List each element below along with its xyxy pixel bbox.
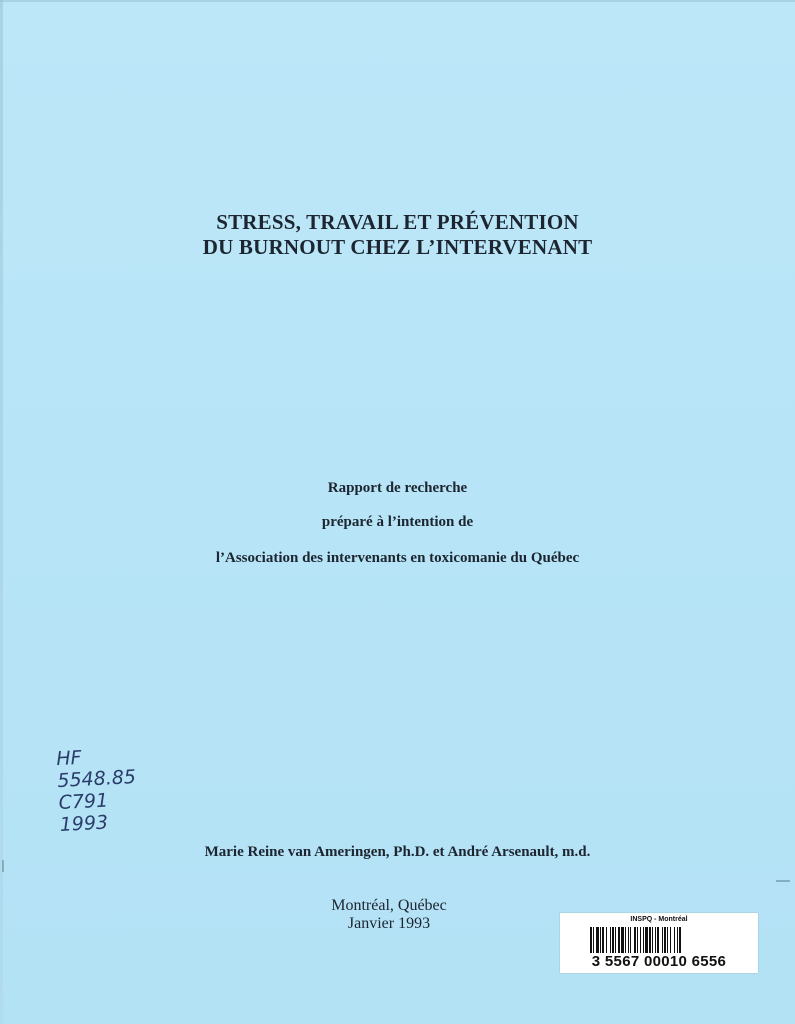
barcode-bar bbox=[596, 927, 599, 953]
barcode-bar bbox=[645, 927, 648, 953]
barcode-bar bbox=[628, 927, 629, 953]
authors: Marie Reine van Ameringen, Ph.D. et André Arsenault, m.d. bbox=[204, 844, 591, 860]
barcode-bar bbox=[612, 927, 614, 953]
barcode-bar bbox=[618, 927, 620, 953]
scan-mark bbox=[2, 860, 4, 872]
call-number-line-1: HF bbox=[55, 746, 83, 771]
barcode-bar bbox=[662, 927, 663, 953]
title-line-1: STRESS, TRAVAIL ET PRÉVENTION bbox=[216, 210, 579, 234]
call-number-line-2: 5548.85 bbox=[56, 765, 137, 793]
call-number-line-3: C791 bbox=[58, 789, 109, 815]
barcode-bar bbox=[590, 927, 592, 953]
barcode-bar bbox=[615, 927, 616, 953]
report-intention: préparé à l’intention de bbox=[321, 514, 474, 530]
barcode-bar bbox=[610, 927, 611, 953]
barcode-bar bbox=[600, 927, 601, 953]
barcode-bar bbox=[640, 927, 641, 953]
report-organization: l’Association des intervenants en toxicomanie du Québec bbox=[215, 550, 580, 566]
publication-info bbox=[289, 897, 489, 933]
title-line-2: DU BURNOUT CHEZ L’INTERVENANT bbox=[202, 235, 593, 259]
barcode-bar bbox=[667, 927, 668, 953]
scan-mark bbox=[776, 880, 790, 882]
barcode-bar bbox=[602, 927, 604, 953]
publication-place: Montréal, Québec bbox=[331, 897, 447, 914]
publication-date: Janvier 1993 bbox=[347, 915, 431, 932]
barcode-bar bbox=[670, 927, 671, 953]
report-type: Rapport de recherche bbox=[327, 480, 468, 496]
barcode-bar bbox=[664, 927, 666, 953]
barcode-sticker bbox=[560, 913, 758, 973]
barcode-bar bbox=[677, 927, 678, 953]
call-number-line-4: 1993 bbox=[59, 811, 109, 836]
barcode-library-label: INSPQ - Montréal bbox=[630, 916, 688, 923]
barcode-bar bbox=[655, 927, 656, 953]
barcode-bar bbox=[593, 927, 594, 953]
barcode-bar bbox=[630, 927, 631, 953]
barcode-bar bbox=[606, 927, 607, 953]
barcode-bar bbox=[679, 927, 681, 953]
barcode-bar bbox=[634, 927, 636, 953]
barcode-bar bbox=[625, 927, 626, 953]
barcode-icon bbox=[590, 927, 730, 953]
barcode-bar bbox=[637, 927, 638, 953]
document-title bbox=[0, 210, 795, 260]
barcode-bar bbox=[652, 927, 653, 953]
barcode-bar bbox=[649, 927, 651, 953]
barcode-number: 3 5567 00010 6556 bbox=[591, 953, 727, 970]
barcode-bar bbox=[643, 927, 644, 953]
barcode-bar bbox=[657, 927, 659, 953]
page-edge-top bbox=[0, 0, 795, 2]
handwritten-call-number bbox=[56, 744, 139, 836]
barcode-bar bbox=[674, 927, 675, 953]
barcode-bar bbox=[621, 927, 624, 953]
